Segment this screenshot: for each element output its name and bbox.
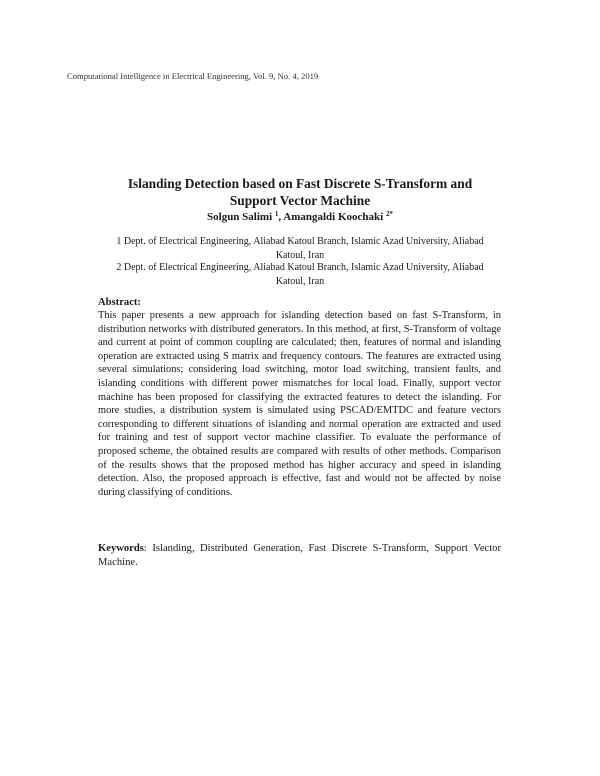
abstract-heading: Abstract: <box>98 297 141 308</box>
author-name-1: Solgun Salimi <box>207 211 273 223</box>
author-affiliation-mark-1: 1 <box>274 210 279 218</box>
affiliation-1-line1: 1 Dept. of Electrical Engineering, Aliabad Katoul Branch, Islamic Azad University, Aliabad <box>116 236 484 247</box>
paper-title-line1: Islanding Detection based on Fast Discrete S-Transform and <box>127 176 473 191</box>
affiliation-2-line1: 2 Dept. of Electrical Engineering, Aliabad Katoul Branch, Islamic Azad University, Aliabad <box>116 262 484 273</box>
affiliation-1-line2: Katoul, Iran <box>275 250 325 261</box>
abstract-section <box>98 296 501 499</box>
keywords-label: Keywords <box>98 543 144 554</box>
keywords-section <box>98 542 501 570</box>
authors-line <box>100 210 500 224</box>
keywords-list: : Islanding, Distributed Generation, Fast Discrete S-Transform, Support Vector Machine. <box>98 543 501 568</box>
affiliation-1 <box>100 235 500 263</box>
affiliation-2-line2: Katoul, Iran <box>275 276 325 287</box>
journal-running-header: Computational Intelligence in Electrical Engineering, Vol. 9, No. 4, 2019 <box>67 71 319 81</box>
author-affiliation-mark-2: 2* <box>385 210 393 218</box>
author-separator: , <box>278 211 284 223</box>
author-name-2: Amangaldi Koochaki <box>283 211 384 223</box>
paper-title-line2: Support Vector Machine <box>229 193 371 208</box>
paper-title <box>100 175 500 209</box>
title-block <box>100 175 500 224</box>
abstract-body: This paper presents a new approach for islanding detection based on fast S-Transform, in distribution networks with distributed generators. In this method, at first, S-Transform of voltage and current at point of common coupling are calculated; then, features of normal and islanding operation are extracted using S matrix and frequency contours. The features are extracted using several simulations; considering load switching, motor load switching, transient faults, and islanding conditions with different power mismatches for local load. Finally, support vector machine has been proposed for classifying the extracted features to detect the islanding. For more studies, a distribution system is simulated using PSCAD/EMTDC and feature vectors corresponding to different situations of islanding and normal operation are extracted and used for training and test of support vector machine classifier. To evaluate the performance of proposed scheme, the obtained results are compared with results of other methods. Comparison of the results shows that the proposed method has higher accuracy and speed in islanding detection. Also, the proposed approach is effective, fast and would not be affected by noise during classifying of conditions. <box>98 310 501 498</box>
affiliation-2 <box>100 261 500 289</box>
